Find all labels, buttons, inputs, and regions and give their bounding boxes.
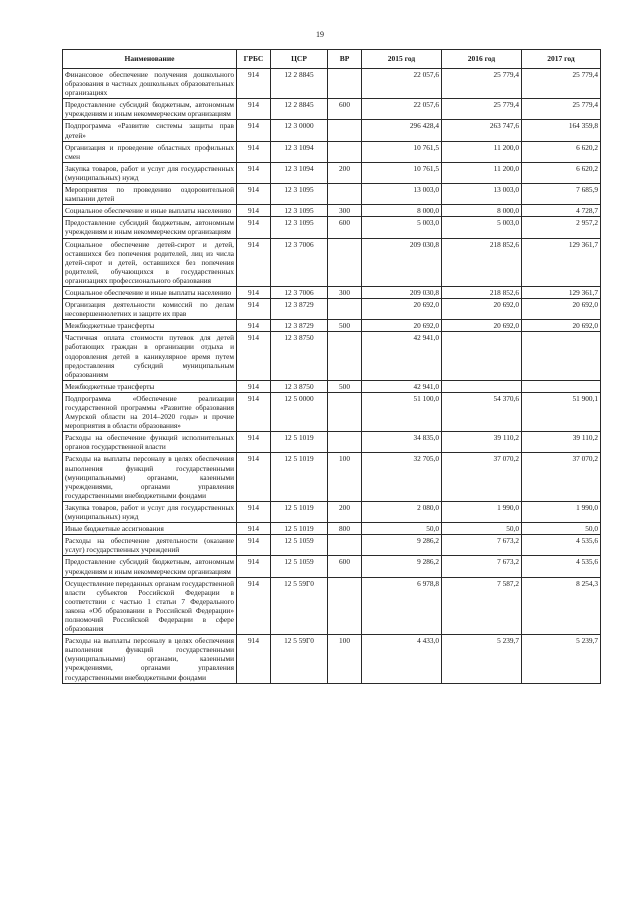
- row-grbs: 914: [237, 577, 271, 635]
- row-vr: [328, 141, 362, 162]
- row-value-2016: 218 852,6: [442, 286, 522, 298]
- row-csr: 12 5 0000: [271, 392, 328, 431]
- row-value-2015: 209 030,8: [362, 238, 442, 286]
- row-value-2016: 8 000,0: [442, 205, 522, 217]
- row-vr: 200: [328, 162, 362, 183]
- row-value-2015: 10 761,5: [362, 141, 442, 162]
- row-csr: 12 5 59Г0: [271, 577, 328, 635]
- row-value-2015: 4 433,0: [362, 635, 442, 683]
- row-grbs: 914: [237, 380, 271, 392]
- row-grbs: 914: [237, 535, 271, 556]
- row-name: Мероприятия по проведению оздоровительной кампании детей: [63, 184, 237, 205]
- row-vr: 100: [328, 453, 362, 501]
- row-grbs: 914: [237, 556, 271, 577]
- row-value-2016: 50,0: [442, 523, 522, 535]
- header-2015: 2015 год: [362, 50, 442, 69]
- row-grbs: 914: [237, 453, 271, 501]
- row-grbs: 914: [237, 432, 271, 453]
- row-value-2017: [522, 380, 601, 392]
- row-value-2017: 8 254,3: [522, 577, 601, 635]
- row-value-2015: 51 100,0: [362, 392, 442, 431]
- row-vr: [328, 299, 362, 320]
- row-name: Финансовое обеспечение получения дошкольного образования в частных дошкольных образовательных организациях: [63, 69, 237, 99]
- row-csr: 12 3 1094: [271, 141, 328, 162]
- table-row: [63, 205, 601, 217]
- row-value-2016: 20 692,0: [442, 299, 522, 320]
- row-grbs: 914: [237, 299, 271, 320]
- row-vr: [328, 432, 362, 453]
- row-csr: 12 3 8750: [271, 332, 328, 380]
- row-vr: [328, 184, 362, 205]
- row-csr: 12 5 59Г0: [271, 635, 328, 683]
- row-value-2015: 5 003,0: [362, 217, 442, 238]
- row-value-2017: 129 361,7: [522, 238, 601, 286]
- row-csr: 12 5 1059: [271, 556, 328, 577]
- row-grbs: 914: [237, 332, 271, 380]
- row-value-2017: 1 990,0: [522, 501, 601, 522]
- row-value-2015: 42 941,0: [362, 380, 442, 392]
- header-2017: 2017 год: [522, 50, 601, 69]
- row-value-2017: 164 359,8: [522, 120, 601, 141]
- row-name: Межбюджетные трансферты: [63, 380, 237, 392]
- row-value-2016: 13 003,0: [442, 184, 522, 205]
- row-grbs: 914: [237, 286, 271, 298]
- row-value-2015: 9 286,2: [362, 535, 442, 556]
- table-row: [63, 332, 601, 380]
- table-row: [63, 535, 601, 556]
- row-name: Закупка товаров, работ и услуг для государственных (муниципальных) нужд: [63, 501, 237, 522]
- row-name: Социальное обеспечение и иные выплаты населению: [63, 286, 237, 298]
- table-row: [63, 141, 601, 162]
- row-value-2017: 7 685,9: [522, 184, 601, 205]
- row-csr: 12 2 8845: [271, 99, 328, 120]
- row-value-2017: 4 535,6: [522, 556, 601, 577]
- row-value-2017: 20 692,0: [522, 299, 601, 320]
- row-value-2016: 20 692,0: [442, 320, 522, 332]
- table-row: [63, 523, 601, 535]
- row-value-2017: 20 692,0: [522, 320, 601, 332]
- row-grbs: 914: [237, 217, 271, 238]
- row-value-2016: 7 673,2: [442, 535, 522, 556]
- row-vr: 600: [328, 99, 362, 120]
- row-vr: 100: [328, 635, 362, 683]
- row-vr: 200: [328, 501, 362, 522]
- table-row: [63, 453, 601, 501]
- row-grbs: 914: [237, 392, 271, 431]
- row-value-2015: 10 761,5: [362, 162, 442, 183]
- row-grbs: 914: [237, 184, 271, 205]
- row-name: Предоставление субсидий бюджетным, автономным учреждениям и иным некоммерческим организациям: [63, 556, 237, 577]
- table-row: [63, 120, 601, 141]
- row-value-2016: 25 779,4: [442, 99, 522, 120]
- row-grbs: 914: [237, 141, 271, 162]
- row-vr: [328, 535, 362, 556]
- row-value-2017: 37 070,2: [522, 453, 601, 501]
- row-name: Расходы на обеспечение функций исполнительных органов государственной власти: [63, 432, 237, 453]
- row-value-2016: 218 852,6: [442, 238, 522, 286]
- row-vr: 600: [328, 217, 362, 238]
- row-vr: [328, 120, 362, 141]
- header-csr: ЦСР: [271, 50, 328, 69]
- row-vr: 500: [328, 320, 362, 332]
- row-name: Организация деятельности комиссий по делам несовершеннолетних и защите их прав: [63, 299, 237, 320]
- row-value-2017: 6 620,2: [522, 162, 601, 183]
- row-vr: 500: [328, 380, 362, 392]
- row-csr: 12 3 1094: [271, 162, 328, 183]
- row-value-2017: 129 361,7: [522, 286, 601, 298]
- row-csr: 12 3 8750: [271, 380, 328, 392]
- row-vr: [328, 238, 362, 286]
- row-grbs: 914: [237, 635, 271, 683]
- row-value-2015: 50,0: [362, 523, 442, 535]
- header-name: Наименование: [63, 50, 237, 69]
- row-vr: [328, 69, 362, 99]
- row-value-2016: 263 747,6: [442, 120, 522, 141]
- table-row: [63, 162, 601, 183]
- row-csr: 12 3 8729: [271, 299, 328, 320]
- row-name: Осуществление переданных органам государственной власти субъектов Российской Федерации в соответствии с частью 1 статьи 7 Федерального закона «Об образовании в Российской Федерации» полномочий Российской Федерации в сфере образования: [63, 577, 237, 635]
- row-csr: 12 5 1019: [271, 523, 328, 535]
- row-value-2015: 296 428,4: [362, 120, 442, 141]
- table-row: [63, 501, 601, 522]
- row-value-2017: 2 957,2: [522, 217, 601, 238]
- row-value-2016: 5 003,0: [442, 217, 522, 238]
- row-value-2015: 6 978,8: [362, 577, 442, 635]
- table-row: [63, 217, 601, 238]
- row-value-2016: 39 110,2: [442, 432, 522, 453]
- row-vr: 600: [328, 556, 362, 577]
- row-value-2017: 4 728,7: [522, 205, 601, 217]
- row-csr: 12 5 1059: [271, 535, 328, 556]
- row-name: Расходы на выплаты персоналу в целях обеспечения выполнения функций государственными (муниципальными) органами, казенными учреждениями, органами управления государственными внебюджетными фондами: [63, 635, 237, 683]
- row-value-2017: 25 779,4: [522, 69, 601, 99]
- row-name: Расходы на обеспечение деятельности (оказание услуг) государственных учреждений: [63, 535, 237, 556]
- row-value-2017: 39 110,2: [522, 432, 601, 453]
- row-name: Подпрограмма «Обеспечение реализации государственной программы «Развитие образования Амурской области на 2014–2020 годы» и прочие мероприятия в области образования»: [63, 392, 237, 431]
- header-2016: 2016 год: [442, 50, 522, 69]
- row-value-2016: 25 779,4: [442, 69, 522, 99]
- table-row: [63, 99, 601, 120]
- row-csr: 12 3 7006: [271, 286, 328, 298]
- row-csr: 12 3 7006: [271, 238, 328, 286]
- row-grbs: 914: [237, 69, 271, 99]
- row-name: Межбюджетные трансферты: [63, 320, 237, 332]
- page-number: 19: [316, 30, 324, 39]
- row-name: Социальное обеспечение и иные выплаты населению: [63, 205, 237, 217]
- row-grbs: 914: [237, 320, 271, 332]
- row-csr: 12 3 1095: [271, 217, 328, 238]
- row-name: Иные бюджетные ассигнования: [63, 523, 237, 535]
- row-vr: [328, 577, 362, 635]
- row-value-2017: 4 535,6: [522, 535, 601, 556]
- row-name: Предоставление субсидий бюджетным, автономным учреждениям и иным некоммерческим организациям: [63, 99, 237, 120]
- row-name: Организация и проведение областных профильных смен: [63, 141, 237, 162]
- row-value-2015: 2 080,0: [362, 501, 442, 522]
- table-row: [63, 577, 601, 635]
- row-value-2016: 54 370,6: [442, 392, 522, 431]
- row-value-2015: 20 692,0: [362, 320, 442, 332]
- row-csr: 12 5 1019: [271, 501, 328, 522]
- row-value-2016: [442, 380, 522, 392]
- row-name: Предоставление субсидий бюджетным, автономным учреждениям и иным некоммерческим организациям: [63, 217, 237, 238]
- row-csr: 12 3 0000: [271, 120, 328, 141]
- row-csr: 12 3 1095: [271, 184, 328, 205]
- row-csr: 12 5 1019: [271, 453, 328, 501]
- budget-table: [62, 49, 601, 684]
- row-name: Социальное обеспечение детей-сирот и детей, оставшихся без попечения родителей, лиц из числа детей-сирот и детей, оставшихся без попечения родителей, обучающихся в государственных организациях профессионального образования: [63, 238, 237, 286]
- row-value-2017: 51 900,1: [522, 392, 601, 431]
- table-row: [63, 299, 601, 320]
- row-value-2015: 22 057,6: [362, 99, 442, 120]
- row-grbs: 914: [237, 501, 271, 522]
- row-value-2015: 34 835,0: [362, 432, 442, 453]
- row-value-2017: 5 239,7: [522, 635, 601, 683]
- table-row: [63, 380, 601, 392]
- row-value-2015: 13 003,0: [362, 184, 442, 205]
- table-header-row: [63, 50, 601, 69]
- row-value-2015: 209 030,8: [362, 286, 442, 298]
- row-grbs: 914: [237, 162, 271, 183]
- table-row: [63, 69, 601, 99]
- table-row: [63, 320, 601, 332]
- table-row: [63, 556, 601, 577]
- row-value-2016: 11 200,0: [442, 162, 522, 183]
- row-name: Частичная оплата стоимости путевок для детей работающих граждан в организации отдыха и оздоровления детей в каникулярное время путем предоставления субсидий муниципальным образованиям: [63, 332, 237, 380]
- row-grbs: 914: [237, 523, 271, 535]
- row-value-2016: 11 200,0: [442, 141, 522, 162]
- row-vr: 300: [328, 205, 362, 217]
- row-csr: 12 2 8845: [271, 69, 328, 99]
- row-name: Закупка товаров, работ и услуг для государственных (муниципальных) нужд: [63, 162, 237, 183]
- row-value-2015: 9 286,2: [362, 556, 442, 577]
- row-value-2015: 42 941,0: [362, 332, 442, 380]
- table-row: [63, 238, 601, 286]
- row-vr: [328, 332, 362, 380]
- row-value-2015: 32 705,0: [362, 453, 442, 501]
- row-value-2016: 7 587,2: [442, 577, 522, 635]
- row-name: Подпрограмма «Развитие системы защиты прав детей»: [63, 120, 237, 141]
- row-value-2017: [522, 332, 601, 380]
- row-value-2017: 25 779,4: [522, 99, 601, 120]
- row-vr: 800: [328, 523, 362, 535]
- row-name: Расходы на выплаты персоналу в целях обеспечения выполнения функций государственными (муниципальными) органами, казенными учреждениями, органами управления государственными внебюджетными фондами: [63, 453, 237, 501]
- row-value-2015: 20 692,0: [362, 299, 442, 320]
- row-value-2015: 22 057,6: [362, 69, 442, 99]
- row-grbs: 914: [237, 205, 271, 217]
- row-csr: 12 3 1095: [271, 205, 328, 217]
- table-row: [63, 635, 601, 683]
- table-row: [63, 184, 601, 205]
- row-grbs: 914: [237, 99, 271, 120]
- row-csr: 12 5 1019: [271, 432, 328, 453]
- row-value-2016: 5 239,7: [442, 635, 522, 683]
- row-value-2015: 8 000,0: [362, 205, 442, 217]
- table-row: [63, 392, 601, 431]
- row-value-2017: 6 620,2: [522, 141, 601, 162]
- row-grbs: 914: [237, 120, 271, 141]
- row-value-2016: 1 990,0: [442, 501, 522, 522]
- row-value-2016: 7 673,2: [442, 556, 522, 577]
- row-vr: 300: [328, 286, 362, 298]
- row-csr: 12 3 8729: [271, 320, 328, 332]
- header-grbs: ГРБС: [237, 50, 271, 69]
- table-row: [63, 286, 601, 298]
- table-row: [63, 432, 601, 453]
- row-vr: [328, 392, 362, 431]
- header-vr: ВР: [328, 50, 362, 69]
- row-value-2016: 37 070,2: [442, 453, 522, 501]
- row-grbs: 914: [237, 238, 271, 286]
- row-value-2016: [442, 332, 522, 380]
- row-value-2017: 50,0: [522, 523, 601, 535]
